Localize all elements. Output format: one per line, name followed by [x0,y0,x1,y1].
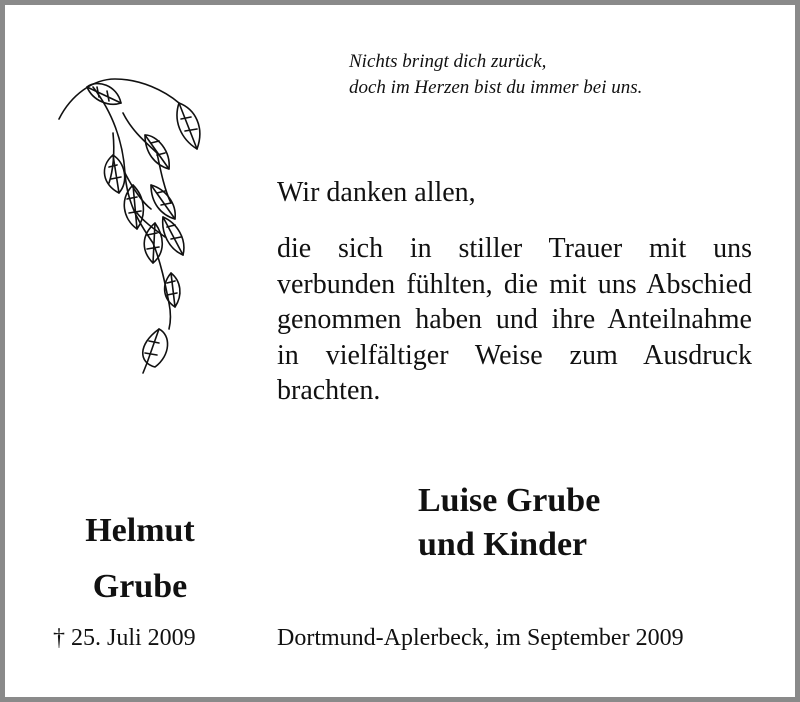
motto-verse [349,49,642,101]
signers-line-2: und Kinder [418,526,588,563]
thanks-heading: Wir danken allen, [277,177,476,208]
deceased-first-name: Helmut [85,512,195,549]
signers [418,479,600,567]
place-and-date: Dortmund-Aplerbeck, im September 2009 [277,625,684,651]
signers-line-1: Luise Grube [418,482,601,519]
thanks-body-text: die sich in stiller Trauer mit uns verbunden fühlten, die mit uns Abschied genommen haben und ihre Anteilnahme in vielfältiger Weise zum Ausdruck brachten. [277,233,752,406]
deceased-last-name: Grube [92,568,188,605]
deceased-name [45,503,235,615]
death-date: † 25. Juli 2009 [53,625,196,651]
motto-line-1: Nichts bringt dich zurück, [349,51,547,72]
birch-branch-icon [53,73,213,393]
motto-line-2: doch im Herzen bist du immer bei uns. [349,77,643,98]
